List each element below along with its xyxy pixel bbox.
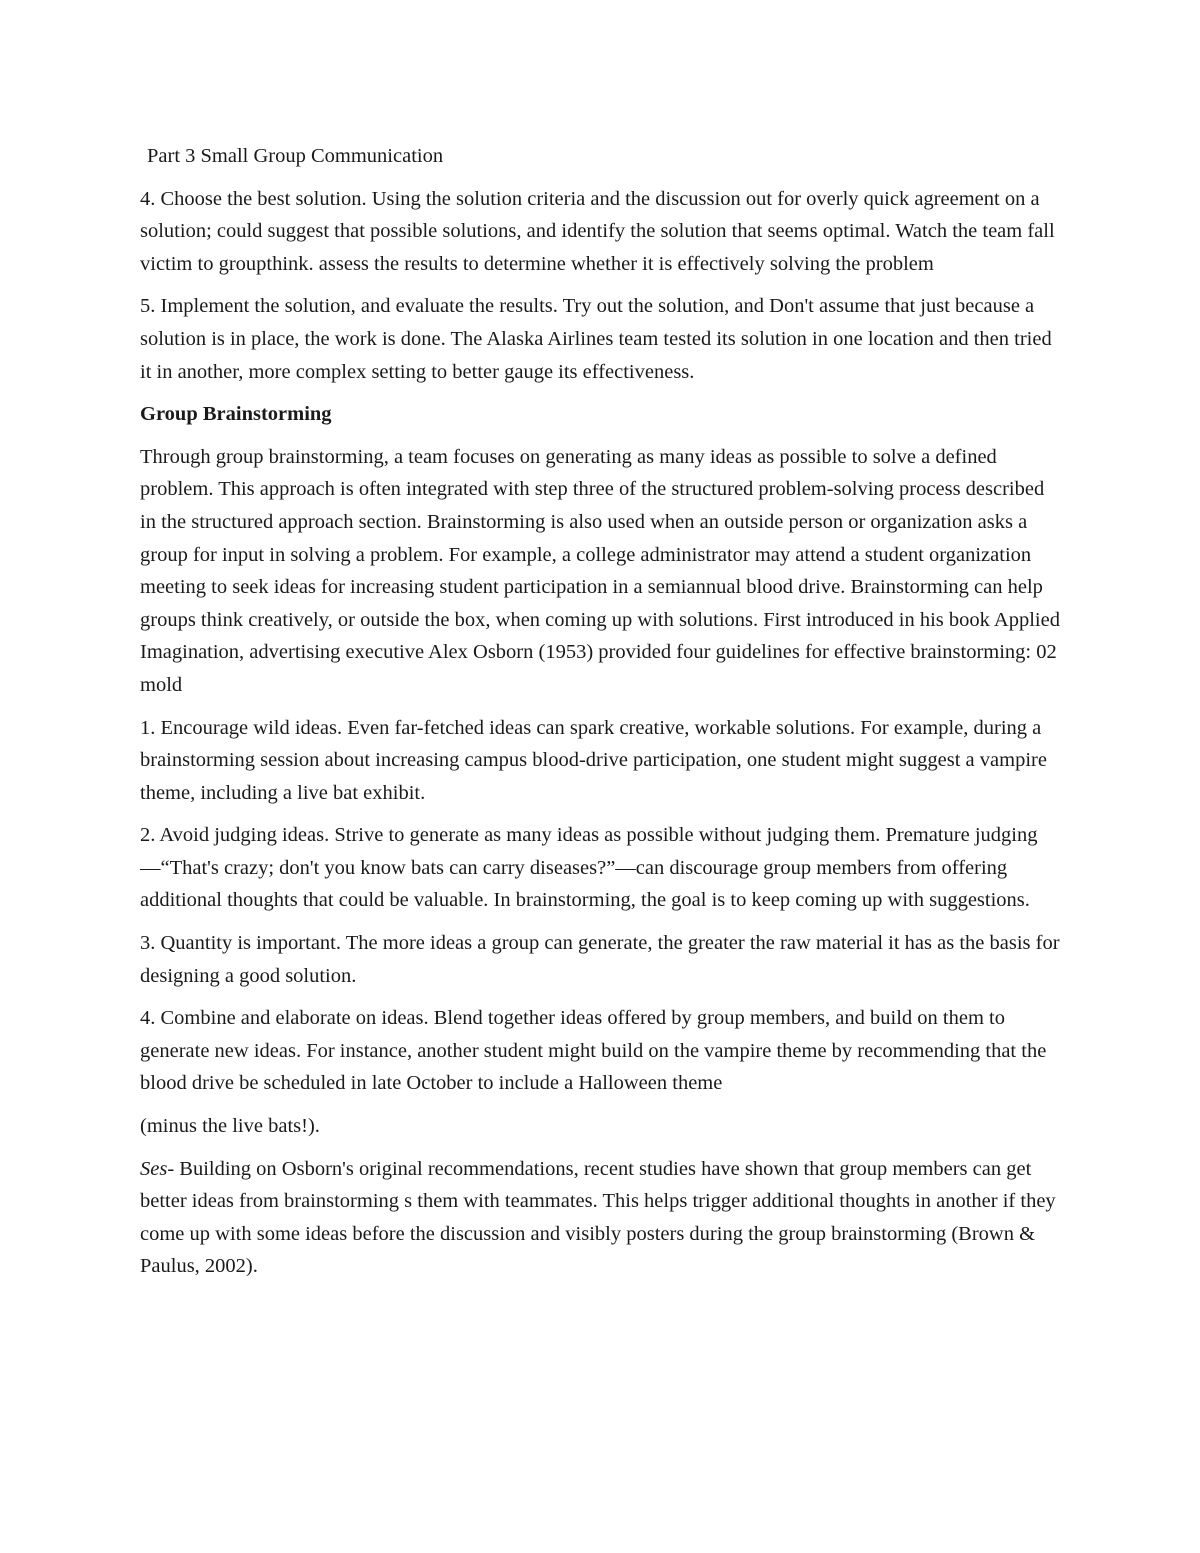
guideline-2: 2. Avoid judging ideas. Strive to generate as many ideas as possible without judging them. Premature judging—“That's crazy; don't you know bats can carry diseases?”—can discourage group members from offering additional thoughts that could be valuable. In brainstorming, the goal is to keep coming up with suggestions.	[140, 824, 1038, 912]
final-paragraph	[140, 1153, 1060, 1283]
guideline-1: 1. Encourage wild ideas. Even far-fetched ideas can spark creative, workable solutions. For example, during a brainstorming session about increasing campus blood-drive participation, one student might suggest a vampire theme, including a live bat exhibit.	[140, 716, 1047, 804]
final-text: Building on Osborn's original recommendations, recent studies have shown that group members can get better ideas from brainstorming s them with teammates. This helps trigger additional thoughts in another if they come up with some ideas before the discussion and visibly posters during the group brainstorming (Brown & Paulus, 2002).	[140, 1157, 1056, 1278]
section-heading: Group Brainstorming	[140, 403, 332, 426]
step-4-paragraph: 4. Choose the best solution. Using the solution criteria and the discussion out for overly quick agreement on a solution; could suggest that possible solutions, and identify the solution that seems optimal. Watch the team fall victim to groupthink. assess the results to determine whether it is effectively solving the problem	[140, 187, 1055, 275]
guideline-4: 4. Combine and elaborate on ideas. Blend together ideas offered by group members, and build on them to generate new ideas. For instance, another student might build on the vampire theme by recommending that the blood drive be scheduled in late October to include a Halloween theme	[140, 1007, 1047, 1095]
final-prefix: Ses-	[140, 1157, 175, 1180]
guideline-4-continuation: (minus the live bats!).	[140, 1115, 320, 1138]
intro-paragraph: Through group brainstorming, a team focuses on generating as many ideas as possible to solve a defined problem. This approach is often integrated with step three of the structured problem-solving process described in the structured approach section. Brainstorming is also used when an outside person or organization asks a group for input in solving a problem. For example, a college administrator may attend a student organization meeting to seek ideas for increasing student participation in a semiannual blood drive. Brainstorming can help groups think creatively, or outside the box, when coming up with solutions. First introduced in his book Applied Imagination, advertising executive Alex Osborn (1953) provided four guidelines for effective brainstorming: 02 mold	[140, 445, 1060, 696]
guideline-3: 3. Quantity is important. The more ideas a group can generate, the greater the raw material it has as the basis for designing a good solution.	[140, 932, 1060, 987]
document-page	[140, 140, 1060, 1293]
page-header: Part 3 Small Group Communication	[147, 145, 444, 167]
step-5-paragraph: 5. Implement the solution, and evaluate the results. Try out the solution, and Don't assume that just because a solution is in place, the work is done. The Alaska Airlines team tested its solution in one location and then tried it in another, more complex setting to better gauge its effectiveness.	[140, 295, 1052, 383]
